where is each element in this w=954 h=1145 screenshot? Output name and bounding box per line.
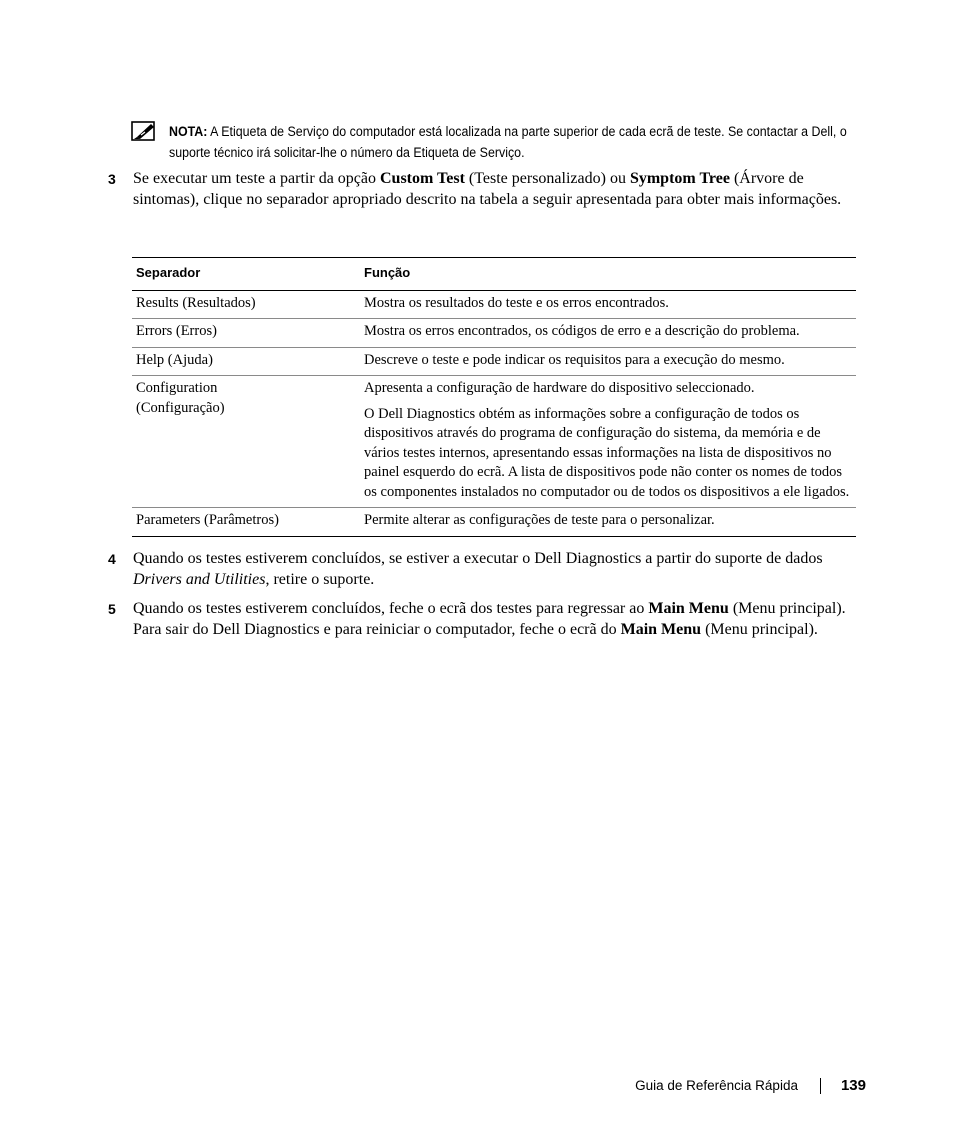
footer-title: Guia de Referência Rápida	[635, 1078, 798, 1093]
note-text	[169, 121, 850, 163]
cell-tab: Configuration (Configuração)	[132, 376, 360, 508]
step-text-part: (Menu principal).	[701, 621, 818, 638]
table-row	[132, 347, 856, 376]
cell-function	[360, 508, 856, 537]
step-number: 5	[108, 601, 116, 617]
step-text-part: Quando os testes estiverem concluídos, feche o ecrã dos testes para regressar ao	[133, 600, 649, 617]
step-text-part: (Árvore de sintomas), clique no separador apropriado descrito na tabela a seguir apresentada para obter mais informações.	[133, 170, 842, 208]
symptom-tree-label: Symptom Tree	[629, 170, 730, 187]
cell-paragraph: Descreve o teste e pode indicar os requisitos para a execução do mesmo.	[364, 351, 785, 368]
cell-paragraph: Mostra os resultados do teste e os erros encontrados.	[364, 294, 669, 311]
table-header-row	[132, 258, 856, 291]
step-text-part: (Menu principal). Para sair do Dell Diagnostics e para reiniciar o computador, feche o ecrã do	[133, 600, 846, 638]
step-text	[133, 598, 855, 640]
step-text	[133, 548, 855, 590]
page-footer	[635, 1077, 866, 1095]
step-number: 3	[108, 171, 116, 187]
note-label: NOTA:	[169, 124, 208, 139]
cell-function	[360, 376, 856, 508]
step-text	[133, 168, 855, 210]
cell-function	[360, 319, 856, 348]
cell-function	[360, 347, 856, 376]
cell-function	[360, 290, 856, 319]
step-number: 4	[108, 551, 116, 567]
main-menu-label: Main Menu	[648, 600, 729, 617]
table-row	[132, 290, 856, 319]
cell-tab: Help (Ajuda)	[132, 347, 360, 376]
note-body: A Etiqueta de Serviço do computador está localizada na parte superior de cada ecrã de teste. Se contactar a Dell, o suporte técnico irá solicitar-lhe o número da Etiqueta de Serviço.	[169, 124, 847, 160]
cell-tab: Results (Resultados)	[132, 290, 360, 319]
step-text-part: (Teste personalizado) ou	[464, 170, 630, 187]
step-text-part: Quando os testes estiverem concluídos, se estiver a executar o Dell Diagnostics a partir do suporte de dados	[133, 550, 823, 567]
footer-divider	[820, 1078, 821, 1094]
column-header-separador: Separador	[132, 258, 360, 291]
step-text-part: Se executar um teste a partir da opção	[133, 170, 380, 187]
drivers-utilities-label: Drivers and Utilities	[133, 571, 266, 588]
pencil-note-icon	[131, 121, 157, 141]
custom-test-label: Custom Test	[380, 170, 465, 187]
main-menu-label: Main Menu	[620, 621, 702, 638]
separator-table	[132, 257, 856, 537]
table-row	[132, 376, 856, 508]
page-number: 139	[840, 1077, 866, 1094]
column-header-funcao: Função	[360, 258, 856, 291]
cell-paragraph: Apresenta a configuração de hardware do dispositivo seleccionado.	[364, 380, 755, 396]
table-row	[132, 319, 856, 348]
cell-paragraph: Mostra os erros encontrados, os códigos de erro e a descrição do problema.	[364, 323, 800, 339]
cell-tab: Parameters (Parâmetros)	[132, 508, 360, 537]
step-text-part: , retire o suporte.	[265, 571, 375, 588]
cell-paragraph: Permite alterar as configurações de teste para o personalizar.	[364, 512, 715, 528]
cell-paragraph: O Dell Diagnostics obtém as informações sobre a configuração de todos os dispositivos através do programa de configuração do sistema, da memória e de vários testes internos, apresentando essas informações na lista de dispositivos no painel esquerdo do ecrã. A lista de dispositivos pode não conter os nomes de todos os componentes instalados no computador ou de todos os dispositivos a ele ligados.	[364, 405, 850, 500]
cell-tab: Errors (Erros)	[132, 319, 360, 348]
table-row	[132, 508, 856, 537]
